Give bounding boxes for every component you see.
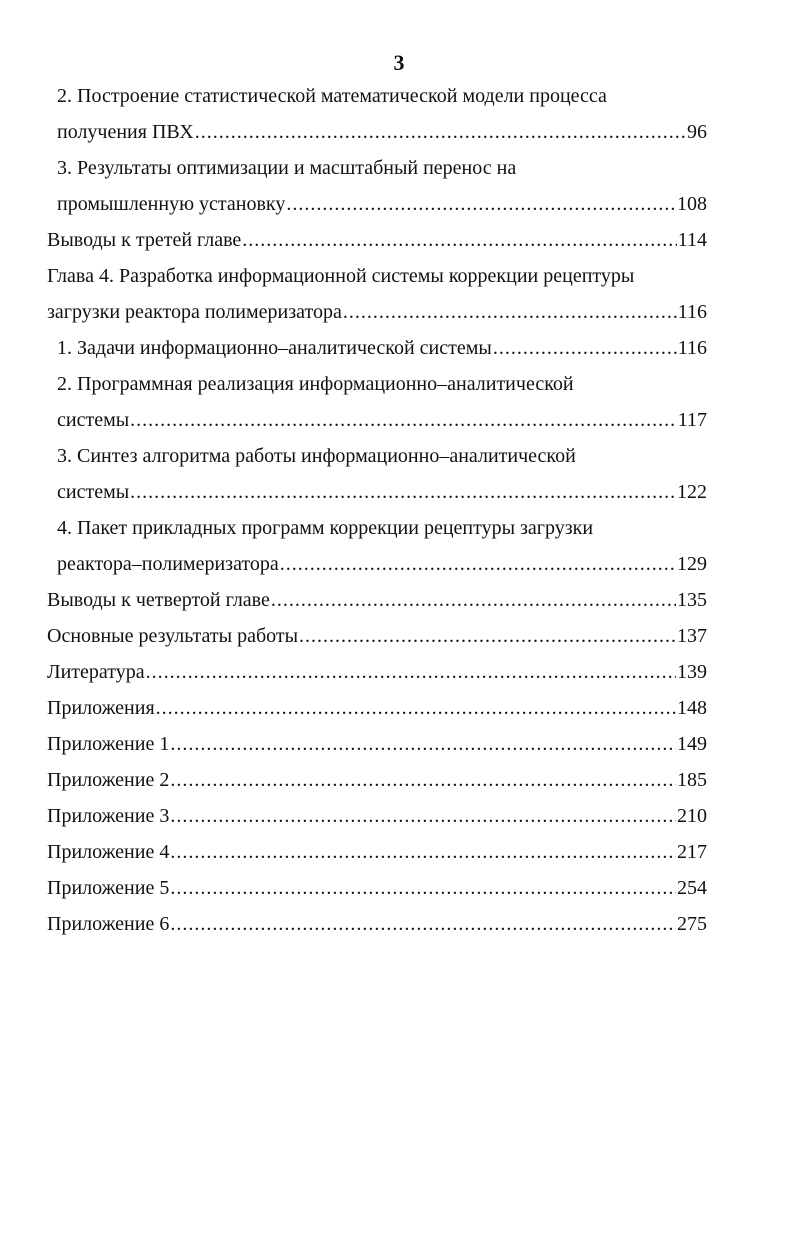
toc-leader-dots (130, 402, 677, 438)
toc-entry[interactable] (47, 762, 707, 798)
toc-entry[interactable] (57, 402, 707, 438)
toc-entry[interactable] (57, 114, 707, 150)
toc-leader-dots (170, 798, 676, 834)
toc-entry[interactable] (47, 294, 707, 330)
toc-leader-dots (242, 222, 676, 258)
toc-entry-label: Приложение 5 (47, 877, 170, 899)
toc-entry-label: Приложение 2 (47, 769, 170, 791)
toc-entry-label: Выводы к третей главе (47, 229, 242, 251)
toc-entry-label: Литература (47, 661, 145, 683)
toc-entry-label: Приложение 4 (47, 841, 170, 863)
toc-entry-page: 135 (677, 589, 707, 611)
toc-leader-dots (170, 834, 676, 870)
toc-leader-dots (271, 582, 676, 618)
toc-entry-label: Выводы к четвертой главе (47, 589, 270, 611)
toc-entry-label: Приложение 1 (47, 733, 170, 755)
toc-entry-label: получения ПВХ (57, 121, 194, 143)
toc-leader-dots (286, 186, 676, 222)
toc-entry-page: 210 (677, 805, 707, 827)
toc-entry[interactable] (47, 690, 707, 726)
toc-entry-page: 122 (677, 481, 707, 503)
toc-leader-dots (195, 114, 686, 150)
toc-leader-dots (299, 618, 676, 654)
toc-entry-page: 114 (677, 229, 707, 251)
toc-entry-page: 217 (677, 841, 707, 863)
toc-entry[interactable] (57, 330, 707, 366)
toc-entry-label: 1. Задачи информационно–аналитической системы (57, 337, 492, 359)
toc-entry-heading: Глава 4. Разработка информационной системы коррекции рецептуры (47, 265, 635, 287)
toc-entry-heading: 2. Программная реализация информационно–аналитической (57, 373, 574, 395)
toc-entry-page: 185 (677, 769, 707, 791)
toc-entry-label: промышленную установку (57, 193, 286, 215)
toc-entry-page: 254 (677, 877, 707, 899)
toc-entry-page: 116 (677, 301, 707, 323)
toc-entry[interactable] (47, 798, 707, 834)
toc-entry-label: Приложение 3 (47, 805, 170, 827)
toc-entry[interactable] (47, 870, 707, 906)
toc-entry-label: Приложения (47, 697, 155, 719)
toc-entry[interactable] (47, 618, 707, 654)
toc-entry-heading: 2. Построение статистической математической модели процесса (57, 85, 607, 107)
toc-entry[interactable] (47, 222, 707, 258)
toc-entry-label: Приложение 6 (47, 913, 170, 935)
toc-entry-page: 108 (677, 193, 707, 215)
toc-entry[interactable] (57, 474, 707, 510)
toc-leader-dots (343, 294, 677, 330)
toc-entry[interactable] (47, 582, 707, 618)
toc-entry[interactable] (47, 726, 707, 762)
toc-entry-heading: 3. Синтез алгоритма работы информационно–аналитической (57, 445, 576, 467)
toc-entry-page: 117 (677, 409, 707, 431)
toc-entry[interactable] (47, 906, 707, 942)
toc-entry-page: 275 (677, 913, 707, 935)
toc-entry-heading: 3. Результаты оптимизации и масштабный перенос на (57, 157, 517, 179)
toc-entry-page: 137 (677, 625, 707, 647)
toc-entry-page: 149 (677, 733, 707, 755)
toc-entry-page: 148 (677, 697, 707, 719)
toc-leader-dots (170, 870, 676, 906)
toc-entry[interactable] (57, 546, 707, 582)
toc-entry[interactable] (47, 834, 707, 870)
toc-entry-label: Основные результаты работы (47, 625, 299, 647)
toc-entry-label: загрузки реактора полимеризатора (47, 301, 342, 323)
toc-entry-label: реактора–полимеризатора (57, 553, 279, 575)
toc-leader-dots (170, 726, 676, 762)
toc-entry-heading: 4. Пакет прикладных программ коррекции рецептуры загрузки (57, 517, 594, 539)
toc-leader-dots (146, 654, 676, 690)
toc-leader-dots (170, 762, 676, 798)
toc-entry[interactable] (47, 654, 707, 690)
toc-leader-dots (280, 546, 676, 582)
toc-leader-dots (493, 330, 677, 366)
toc-leader-dots (156, 690, 676, 726)
toc-entry-page: 129 (677, 553, 707, 575)
toc-entry-label: системы (57, 481, 130, 503)
toc-entry-page: 96 (687, 121, 707, 143)
toc-entry-page: 139 (677, 661, 707, 683)
toc-entry-label: системы (57, 409, 130, 431)
toc-leader-dots (170, 906, 676, 942)
page-number: 3 (393, 50, 405, 75)
toc-entry-page: 116 (677, 337, 707, 359)
toc-entry[interactable] (57, 186, 707, 222)
toc-leader-dots (130, 474, 676, 510)
